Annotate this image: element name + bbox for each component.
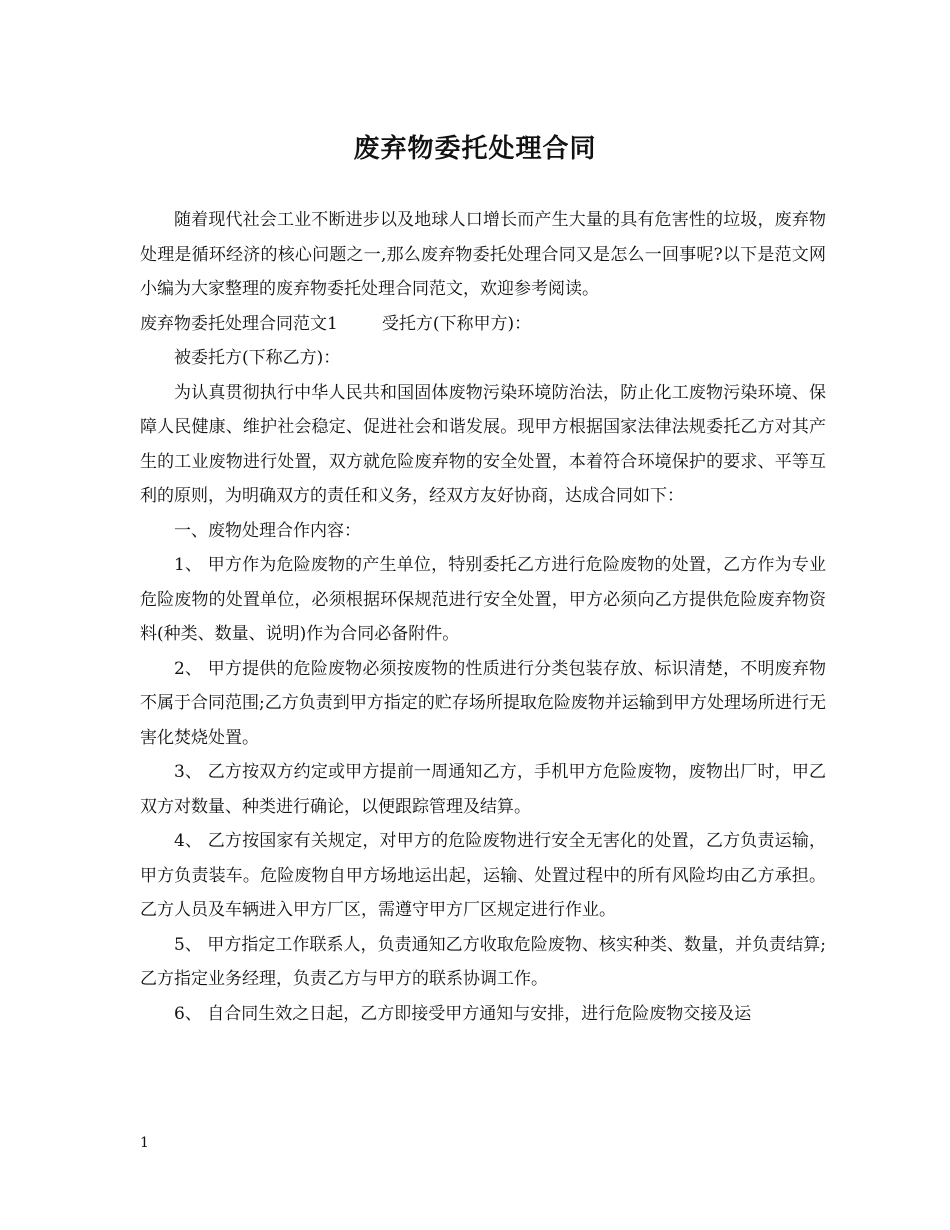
- sample-heading: 废弃物委托处理合同范文1: [140, 313, 338, 334]
- party-a-label: 受托方(下称甲方)：: [381, 313, 532, 334]
- clause-paragraph: 2、 甲方提供的危险废物必须按废物的性质进行分类包装存放、标识清楚，不明废弃物不属于合同范围;乙方负责到甲方指定的贮存场所提取危险废物并运输到甲方处理场所进行无害化焚烧处置。: [140, 658, 826, 748]
- intro-paragraph: 随着现代社会工业不断进步以及地球人口增长而产生大量的具有危害性的垃圾，废弃物处理是循环经济的核心问题之一,那么废弃物委托处理合同又是怎么一回事呢?以下是范文网小编为大家整理的废弃物委托处理合同范文，欢迎参考阅读。: [140, 210, 826, 299]
- section-heading: 一、废物处理合作内容：: [174, 520, 361, 541]
- clause-paragraph: 5、 甲方指定工作联系人，负责通知乙方收取危险废物、核实种类、数量，并负责结算;乙方指定业务经理，负责乙方与甲方的联系协调工作。: [140, 934, 826, 989]
- preamble-paragraph: 为认真贯彻执行中华人民共和国固体废物污染环境防治法，防止化工废物污染环境、保障人民健康、维护社会稳定、促进社会和谐发展。现甲方根据国家法律法规委托乙方对其产生的工业废物进行处置，双方就危险废弃物的安全处置，本着符合环境保护的要求、平等互利的原则，为明确双方的责任和义务，经双方友好协商，达成合同如下：: [140, 382, 826, 506]
- clause-paragraph: 6、 自合同生效之日起，乙方即接受甲方通知与安排，进行危险废物交接及运: [174, 1003, 752, 1024]
- page-number: 1: [140, 1135, 149, 1151]
- document-body: [140, 203, 826, 1031]
- document-title: 废弃物委托处理合同: [353, 134, 597, 164]
- clause-paragraph: 1、 甲方作为危险废物的产生单位，特别委托乙方进行危险废物的处置，乙方作为专业危险废物的处置单位，必须根据环保规范进行安全处置，甲方必须向乙方提供危险废弃物资料(种类、数量、说明)作为合同必备附件。: [140, 555, 826, 644]
- clause-paragraph: 3、 乙方按双方约定或甲方提前一周通知乙方，手机甲方危险废物，废物出厂时，甲乙双方对数量、种类进行确论，以便跟踪管理及结算。: [140, 762, 826, 817]
- sample-heading-line: [140, 307, 826, 342]
- clause-paragraph: 4、 乙方按国家有关规定，对甲方的危险废物进行安全无害化的处置，乙方负责运输，甲方负责装车。危险废物自甲方场地运出起，运输、处置过程中的所有风险均由乙方承担。乙方人员及车辆进入甲方厂区，需遵守甲方厂区规定进行作业。: [140, 831, 826, 920]
- party-b-label: 被委托方(下称乙方)：: [174, 348, 341, 368]
